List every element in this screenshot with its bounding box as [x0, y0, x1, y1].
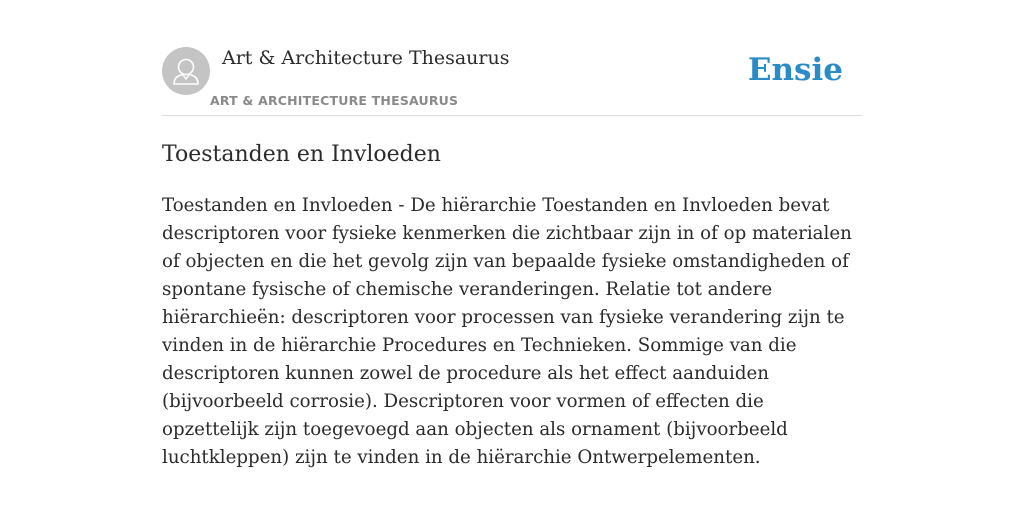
- brand-logo[interactable]: Ensie: [747, 52, 843, 88]
- entry-body: Toestanden en Invloeden - De hiërarchie Toestanden en Invloeden bevat descriptoren voor fysieke kenmerken die zichtbaar zijn in of op materialen of objecten en die het gevolg zijn van bepaalde fysieke omstandigheden of spontane fysische of chemische veranderingen. Relatie tot andere hiërarchieën: descriptoren voor processen van fysieke verandering zijn te vinden in de hiërarchie Procedures en Technieken. Sommige van die descriptoren kunnen zowel de procedure als het effect aanduiden (bijvoorbeeld corrosie). Descriptoren voor vormen of effecten die opzettelijk zijn toegevoegd aan objecten als ornament (bijvoorbeeld luchtkleppen) zijn te vinden in de hiërarchie Ontwerpelementen.: [162, 195, 852, 468]
- header-divider: [162, 115, 862, 116]
- user-icon: [162, 47, 210, 95]
- author-name[interactable]: Art & Architecture Thesaurus: [222, 47, 510, 69]
- page-title: Toestanden en Invloeden: [162, 142, 441, 167]
- category-label[interactable]: ART & ARCHITECTURE THESAURUS: [210, 93, 459, 108]
- avatar[interactable]: [162, 47, 210, 95]
